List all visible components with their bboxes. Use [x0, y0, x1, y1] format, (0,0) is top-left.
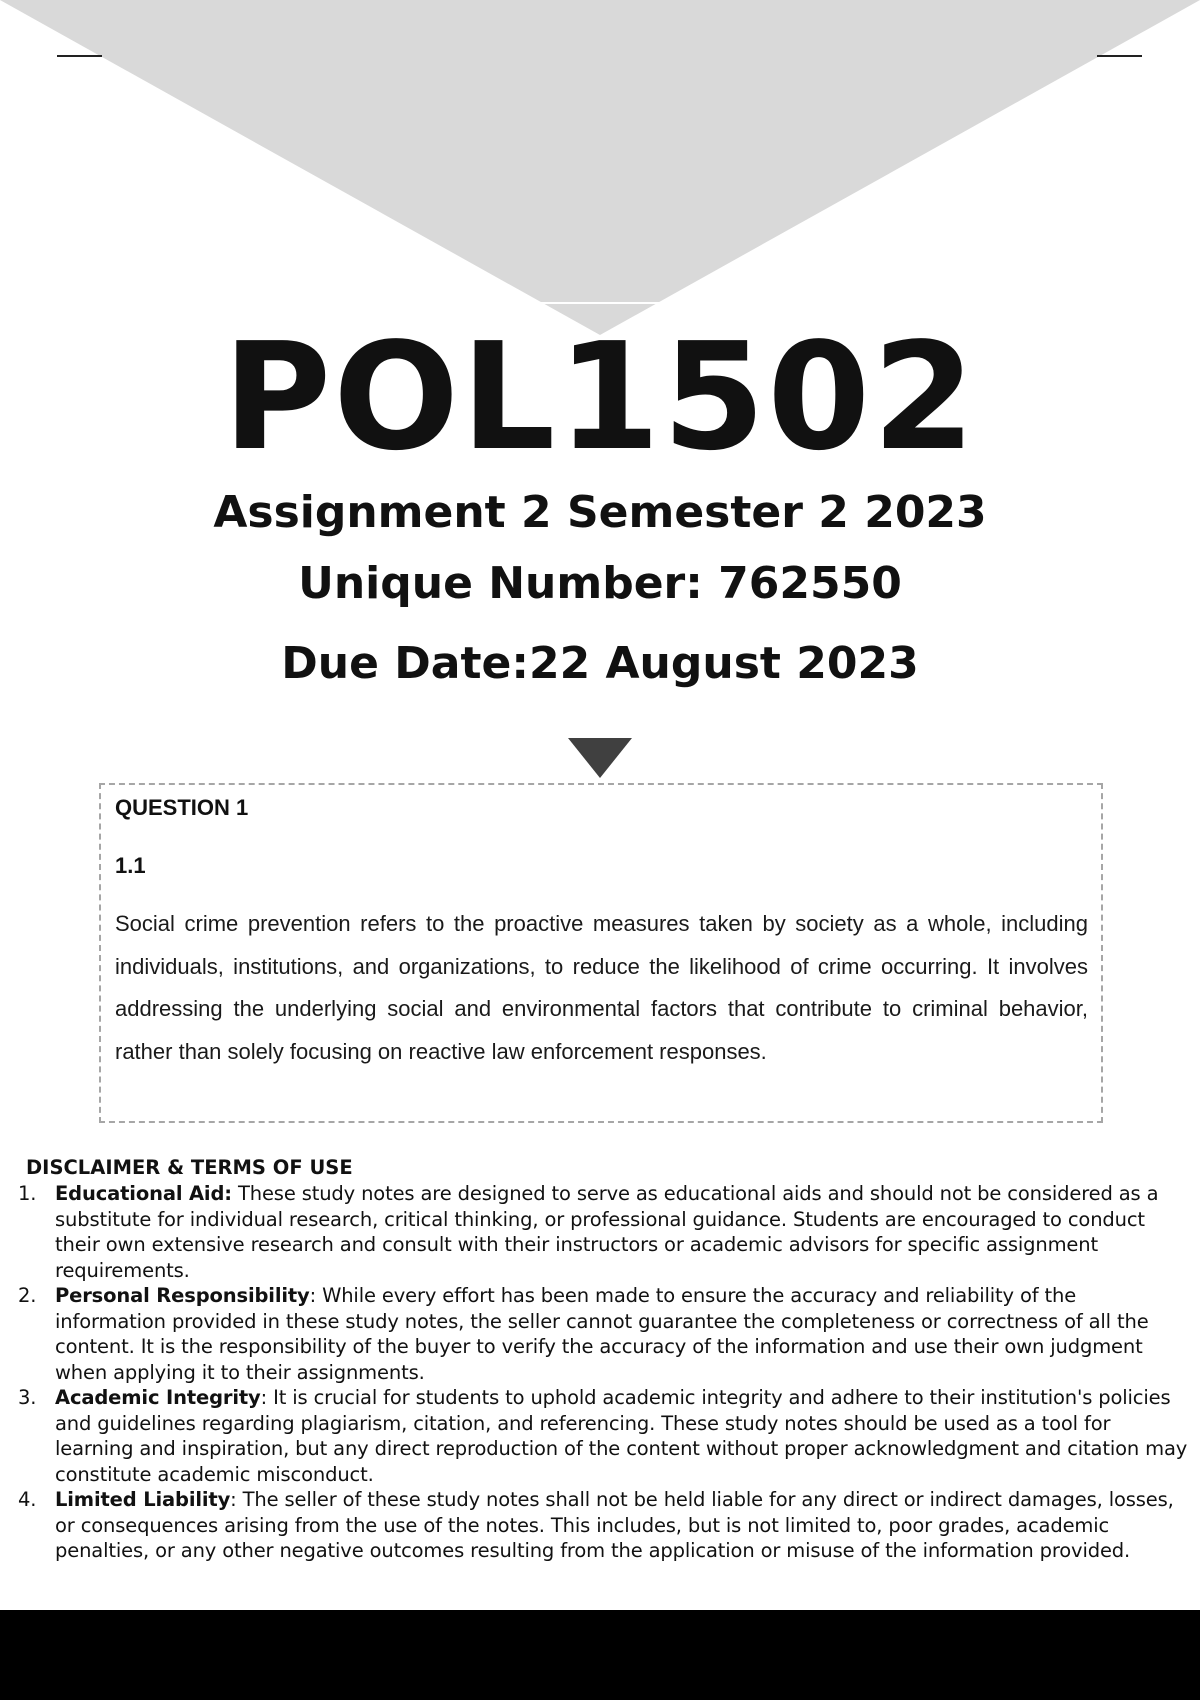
decorative-rule-right [1097, 55, 1142, 57]
assignment-title: Assignment 2 Semester 2 2023 [213, 487, 987, 538]
disclaimer-item [18, 1181, 1188, 1283]
disclaimer-item [18, 1283, 1188, 1385]
disclaimer-title: DISCLAIMER & TERMS OF USE [26, 1156, 353, 1179]
question-heading: QUESTION 1 [115, 795, 249, 820]
disclaimer-item-label: Educational Aid: [55, 1182, 232, 1205]
disclaimer-section [18, 1155, 1188, 1564]
disclaimer-item-text: These study notes are designed to serve as educational aids and should not be considered as a substitute for individual research, critical thinking, or professional guidance. Students are encouraged to conduct their own extensive research and consult with their instructors or academic advisors for specific assignment requirements. [55, 1182, 1159, 1282]
course-code-title: POL1502 [222, 311, 978, 483]
disclaimer-item-text: : While every effort has been made to ensure the accuracy and reliability of the information provided in these study notes, the seller cannot guarantee the completeness or correctness of all the content. It is the responsibility of the buyer to verify the accuracy of the information and use their own judgment when applying it to their assignments. [55, 1284, 1149, 1384]
question-subheading: 1.1 [115, 853, 146, 878]
disclaimer-item-text: : It is crucial for students to uphold academic integrity and adhere to their institution's policies and guidelines regarding plagiarism, citation, and referencing. These study notes should be used as a tool for learning and inspiration, but any direct reproduction of the content without proper acknowledgment and citation may constitute academic misconduct. [55, 1386, 1188, 1486]
disclaimer-item-number: 3. [18, 1386, 37, 1409]
decorative-rule-left [57, 55, 102, 57]
footer-bar [0, 1610, 1200, 1700]
disclaimer-item-text: : The seller of these study notes shall not be held liable for any direct or indirect damages, losses, or consequences arising from the use of the notes. This includes, but is not limited to, poor grades, academic penalties, or any other negative outcomes resulting from the application or misuse of the information provided. [55, 1488, 1174, 1562]
disclaimer-item-label: Academic Integrity [55, 1386, 261, 1409]
disclaimer-item [18, 1487, 1188, 1564]
question-preview-box [99, 783, 1103, 1123]
disclaimer-item-number: 4. [18, 1488, 37, 1511]
question-answer-text: Social crime prevention refers to the proactive measures taken by society as a whole, including individuals, institutions, and organizations, to reduce the likelihood of crime occurring. It involves addressing the underlying social and environmental factors that contribute to criminal behavior, rather than solely focusing on reactive law enforcement responses. [115, 911, 1088, 1064]
down-triangle-icon [568, 738, 632, 778]
disclaimer-item-number: 1. [18, 1182, 37, 1205]
unique-number: Unique Number: 762550 [298, 558, 902, 609]
disclaimer-list [18, 1181, 1188, 1564]
due-date: Due Date:22 August 2023 [281, 638, 919, 689]
disclaimer-item [18, 1385, 1188, 1487]
disclaimer-item-label: Personal Responsibility [55, 1284, 310, 1307]
disclaimer-item-number: 2. [18, 1284, 37, 1307]
disclaimer-item-label: Limited Liability [55, 1488, 231, 1511]
decorative-chevron-banner [0, 0, 1200, 340]
